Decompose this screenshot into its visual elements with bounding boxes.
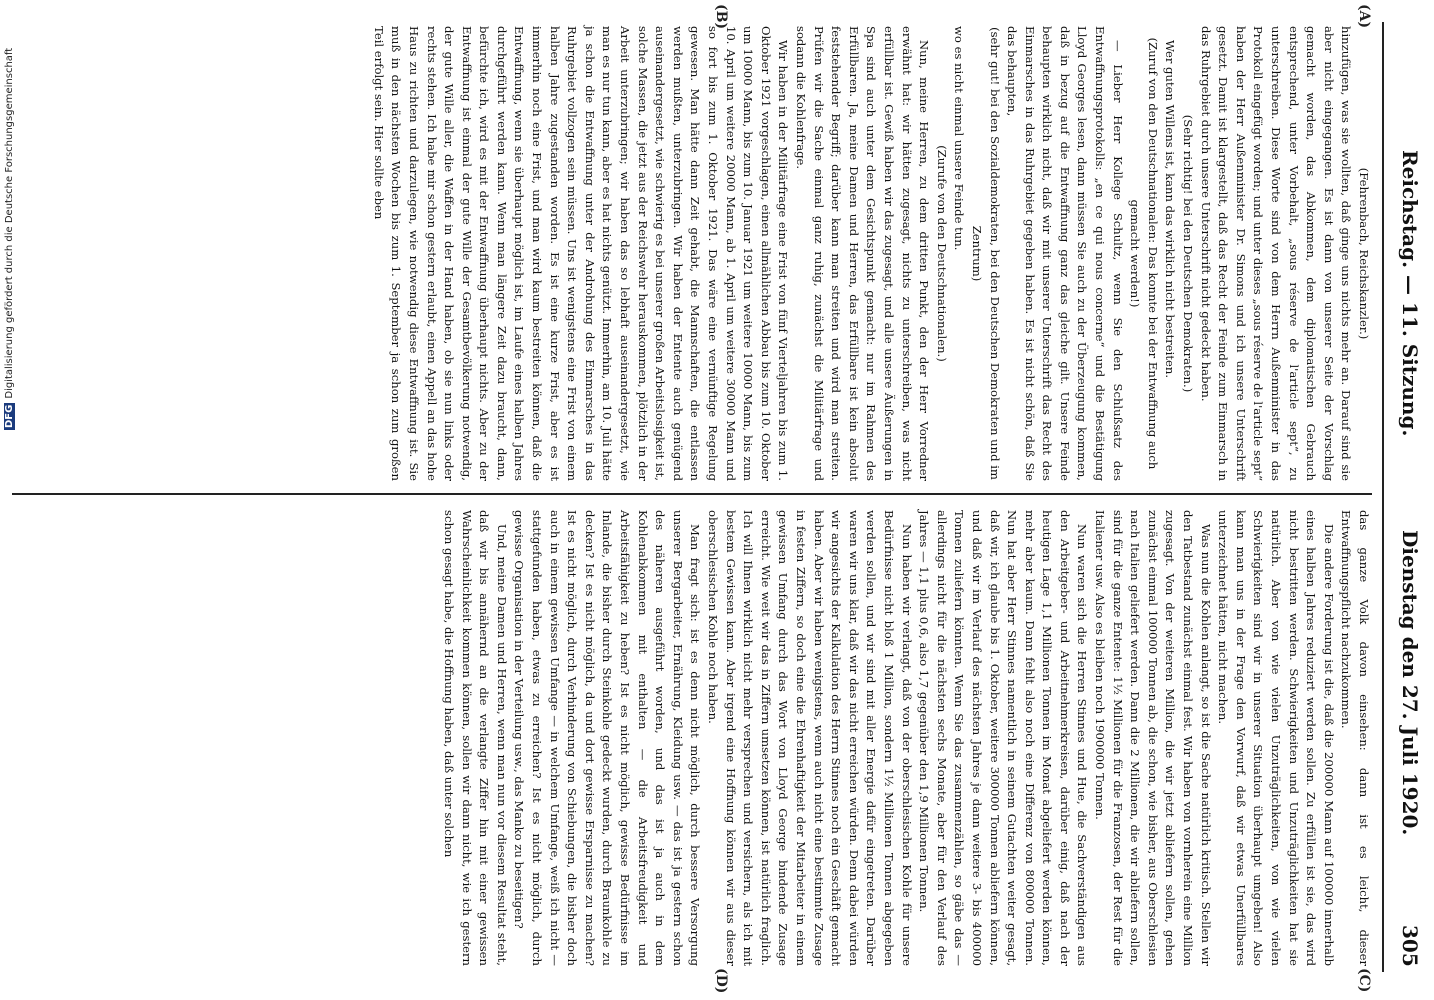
margin-letter-b: (B) — [713, 4, 729, 30]
digitization-footer — [4, 0, 18, 430]
header-right: Dienstag den 27. Juli 1920. — [1398, 530, 1422, 836]
paragraph: Nun waren sich die Herren Stinnes und Hue, die Sachverständigen aus den Arbeitgeber- und Arbeitnehmerkreisen, darüber einig, daß nach der heutigen Lage 1,1 Millionen Tonnen im Monat abgeliefert werden können, mehr aber kaum. Dann fehlt also noch eine Differenz von 800000 Tonnen. Nun hat aber Herr Stinnes namentlich in seinem Gutachten weiter gesagt, daß wir, ich glaube bis 1. Oktober, weitere 300000 Tonnen abliefern können, und daß wir im Verlauf des nächsten Jahres je dann weitere 3- bis 400000 Tonnen zuliefern könnten. Wenn Sie das zusammenzählen, so gäbe das — allerdings nicht für die nächsten sechs Monate, aber für den Verlauf des Jahres — 1,1 plus 0,6, also 1,7 gegenüber den 1,9 Millionen Tonnen. — [917, 510, 1090, 966]
paragraph: Nun, meine Herren, zu dem dritten Punkt, den der Herr Vorredner erwähnt hat: wir hätten zugesagt, nichts zu unterschreiben, was nicht erfüllbar ist. Gewiß haben wir das zugesagt, und alle unsere Äußerungen in Spa sind auch unter dem Gesichtspunkt gemacht: nur im Rahmen des Erfüllbaren. Ja, meine Damen und Herren, das Erfüllbare ist kein absolut feststehender Begriff; darüber kann man streiten und wird man streiten. Prüfen wir die Sache einmal ganz ruhig, zunächst die Militärfrage und sodann die Kohlenfrage. — [794, 26, 932, 481]
column-divider — [12, 493, 1372, 495]
header-left: Reichstag. — 11. Sitzung. — [1398, 150, 1422, 437]
interjection: (Zurufe von den Deutschnationalen.) — [934, 145, 949, 362]
paragraph: Die andere Forderung ist die, daß die 200000 Mann auf 100000 innerhalb eines halben Jahres reduziert werden sollen. Zu erfüllen ist sie, das wird nicht bestritten werden. Schwierigkeiten und Unzuträglichkeiten hat sie natürlich. Aber von wie vielen Unzuträglichkeiten, von wie vielen Schwierigkeiten sind wir in unserer Situation überhaupt umgeben! Also kann man uns in der Frage den Vorwurf, daß wir etwas Unerfüllbares unterzeichnet hätten, nicht machen. — [1216, 510, 1336, 966]
paragraph: Nun haben wir verlangt, daß von der oberschlesischen Kohle für unsere Bedürfnisse nicht bloß 1 Million, sondern 1½ Millionen Tonnen abgegeben werden sollen, und wir sind mit aller Energie dafür eingetreten. Darüber waren wir uns klar, daß wir das nicht erreichen würden. Denn dabei würden wir angesichts der Kalkulation des Herrn Stinnes noch ein Geschäft gemacht haben. Aber wir haben wenigstens, wenn auch nicht eine bestimmte Zusage in festen Ziffern, so doch eine die Ehrenhaftigkeit der Mitarbeiter in einem gewissen Umfang durch das Wort von Lloyd George bindende Zusage erreicht. Wie weit wir das in Ziffern umsetzen können, ist natürlich fraglich. Ich will Ihnen wirklich nicht mehr versprechen und versichern, als ich mit bestem Gewissen kann. Aber irgend eine Hoffnung können wir aus dieser oberschlesischen Kohle noch haben. — [706, 510, 914, 966]
margin-letter-c: (C) — [1356, 968, 1372, 993]
right-column — [440, 510, 1372, 966]
page-number: 305 — [1398, 925, 1422, 967]
paragraph: wo es nicht einmal unsere Feinde tun. — [952, 26, 967, 251]
paragraph: Man fragt sich: ist es denn nicht möglich, durch bessere Versorgung unserer Bergarbeiter, Ernährung, Kleidung usw. — das ist ja gestern schon des näheren ausgeführt worden, und das ist ja auch in dem Kohlenabkommen mit enthalten — die Arbeitsfreudigkeit und Arbeitsfähigkeit zu heben? Ist es nicht möglich, gewisse Bedürfnisse im Inlande, die bisher durch Steinkohle gedeckt wurden, durch Braunkohle zu decken? Ist es nicht möglich, da und dort gewisse Ersparnisse zu machen? Ist es nicht möglich, durch Verhinderung von Schiebungen, die bisher doch auch in einem gewissen Umfange — in welchem Umfange, weiß ich nicht — stattgefunden haben, etwas zu erreichen? Ist es nicht möglich, durch gewisse Organisation in der Verteilung usw., das Manko zu beseitigen? — [512, 510, 703, 966]
paragraph: hinzufügen, was sie wollten, daß ginge uns nichts mehr an. Darauf sind sie aber nicht eingegangen. Es ist dann von unserer Seite der Vorschlag gemacht worden, das Abkommen, dem diplomatischen Gebrauch entsprechend, unter Vorbehalt, „sous réserve de l'article sept“, zu unterschreiben. Diese Worte sind von dem Herrn Außenminister in das Protokoll eingefügt worden; und unter dieses „sous réserve de l'article sept“ haben der Herr Außenminister Dr. Simons und ich unsere Unterschrift gesetzt. Damit ist klargestellt, daß das Recht der Feinde zum Einmarsch in das Ruhrgebiet durch unsere Unterschrift nicht gedeckt haben. — [1198, 26, 1354, 481]
margin-letter-d: (D) — [713, 968, 729, 994]
interjection: (Sehr richtig! bei den Deutschen Demokraten.) — [1181, 114, 1196, 393]
interjection: (sehr gut! bei den Sozialdemokraten, bei den Deutschen Demokraten und im Zentrum) — [969, 27, 1002, 480]
dfg-logo: DFG — [4, 404, 15, 428]
paragraph: Was nun die Kohlen anlangt, so ist die Sache natürlich kritisch. Stellen wir den Tatbestand zunächst einmal fest. Wir haben von vornherein eine Million zugesagt. Von der weiteren Million, die wir jetzt abliefern sollen, gehen zunächst einmal 100000 Tonnen ab, die schon, wie bisher, aus Oberschlesien nach Italien geliefert werden. Dann die 2 Millionen, die wir abliefern sollen, sind für die ganze Entente: 1½ Millionen für die Franzosen, der Rest für die Italiener usw. Also es bleiben noch 1900000 Tonnen. — [1093, 510, 1213, 966]
margin-letter-a: (A) — [1356, 4, 1372, 29]
paragraph: — Lieber Herr Kollege Schultz, wenn Sie den Schlußsatz des Entwaffnungsprotokolls: „en ce qui nous concerne“ und die Bestätigung Lloyd Georges lesen, dann müssen Sie auch zu der Überzeugung kommen, daß in bezug auf die Entwaffnung ganz das gleiche gilt. Unsere Feinde behaupten wirklich nicht, daß wir mit unserer Unterschrift das Recht des Einmarsches in das Ruhrgebiet gegeben haben. Es ist nicht schön, daß Sie das behaupten, — [1005, 26, 1125, 481]
paragraph: Wer guten Willens ist, kann das wirklich nicht bestreiten. — [1163, 40, 1178, 379]
footer-text: Digitalisierung gefördert durch die Deutsche Forschungsgemeinschaft — [4, 47, 15, 399]
top-rule — [1382, 22, 1384, 972]
paragraph: Und, meine Damen und Herren, wenn man nun vor diesem Resultat steht, daß wir bis annähernd an die verlangte Ziffer hin mit einer gewissen Wahrscheinlichkeit kommen können, sollen wir dann nicht, wie ich gestern schon gesagt habe, die Hoffnung haben, daß unter solchen — [442, 510, 509, 966]
paragraph: Wir haben in der Militärfrage eine Frist von fünf Vierteljahren bis zum 1. Oktober 1921 vorgeschlagen, einen allmählichen Abbau bis zum 10. Oktober um 10000 Mann, bis zum 10. Januar 1921 um weitere 10000 Mann, bis zum 10. April um weitere 20000 Mann, ab 1. April um weitere 30000 Mann und so fort bis zum 1. Oktober 1921. Das wäre eine vernünftige Regelung gewesen. Man hätte dann Zeit gehabt, die Mannschaften, die entlassen werden mußten, unterzubringen. Wir haben der Entente auch genügend auseinandergesetzt, wie schwierig es bei unserer großen Arbeitslosigkeit ist, solche Massen, die jetzt aus der Reichswehr herauskommen, plötzlich in der Arbeit unterzubringen; wir haben das so lebhaft auseinandergesetzt, wie man es nur tun kann, aber es hat nichts genützt. Immerhin, am 10. Juli hätte ja schon die Entwaffnung unter der Androhung des Einmarsches in das Ruhrgebiet vollzogen sein müssen. Uns ist wenigstens eine Frist von einem halben Jahre zugestanden worden. Es ist eine kurze Frist, aber es ist immerhin noch eine Frist, und man wird kaum bestreiten können, daß die Entwaffnung, wenn sie überhaupt möglich ist, im Laufe eines halben Jahres durchgeführt werden kann. Wenn man längere Zeit dazu braucht, dann, befürchte ich, wird es mit der Entwaffnung überhaupt nichts. Aber zu der Entwaffnung ist einmal der gute Wille der Gesamtbevölkerung notwendig, der gute Wille aller, die Waffen in der Hand haben, ob sie nun links oder rechts stehen. Ich habe mir schon gestern erlaubt, einen Appell an das hohe Haus zu richten und darzulegen, wie notwendig diese Entwaffnung ist. Sie muß in den nächsten Wochen bis zum 1. September ja schon zum großen Teil erfolgt sein. Hier sollte eben — [371, 26, 791, 481]
paragraph: das ganze Volk davon einsehen: dann ist es leicht, dieser Entwaffnungspflicht nachzukommen. — [1339, 510, 1371, 966]
left-column — [369, 26, 1372, 481]
speaker-note: (Fehrenbach, Reichskanzler.) — [1357, 167, 1371, 340]
interjection: (Zuruf von den Deutschnationalen: Das konnte bei der Entwaffnung auch gemacht werden!) — [1128, 37, 1160, 470]
